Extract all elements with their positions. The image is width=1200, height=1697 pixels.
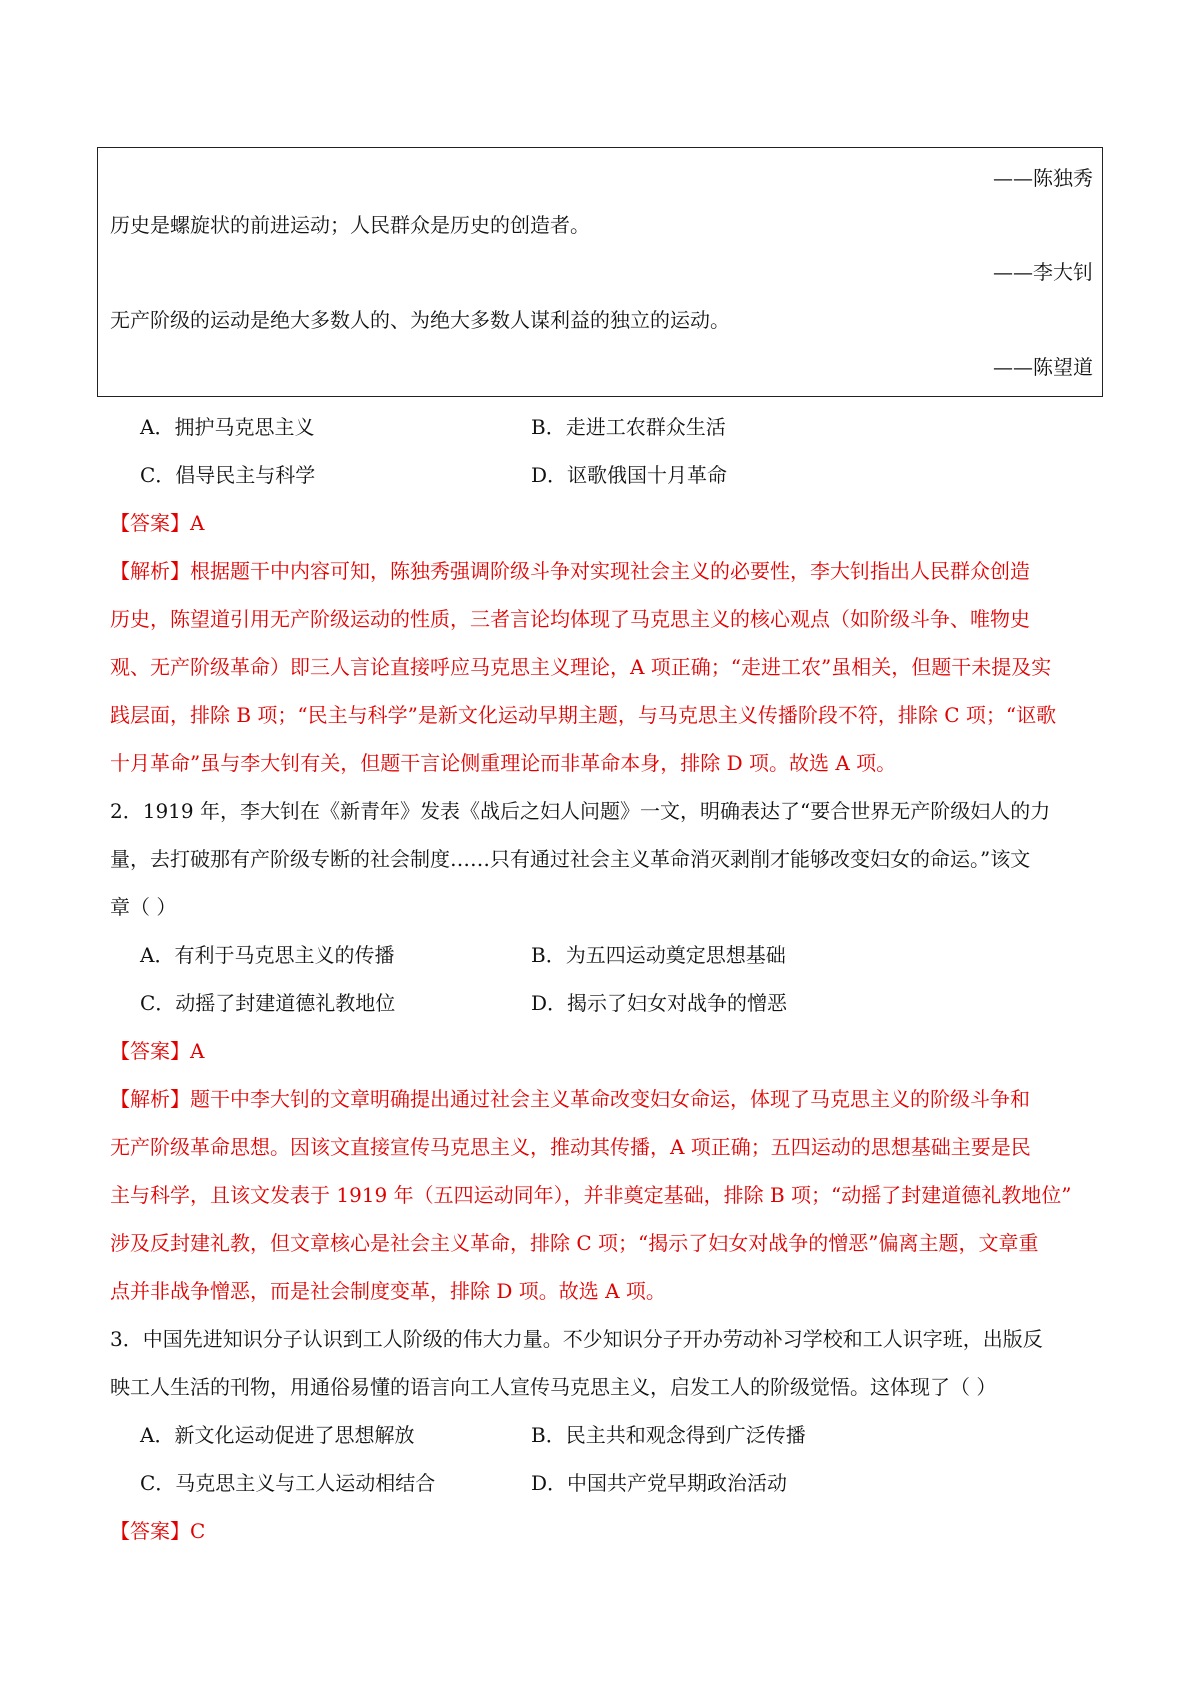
q1-option-a: A．拥护马克思主义 (140, 415, 315, 439)
q1-option-c: C．倡导民主与科学 (140, 463, 316, 487)
q1-option-d: D．讴歌俄国十月革命 (531, 463, 728, 487)
q2-option-d: D．揭示了妇女对战争的憎恶 (531, 991, 788, 1015)
q1-analysis-line: 践层面，排除 B 项；“民主与科学”是新文化运动早期主题，与马克思主义传播阶段不符，排除 C 项；“讴歌 (110, 703, 1057, 727)
q1-answer (110, 509, 204, 537)
q1-analysis-line: 十月革命”虽与李大钊有关，但题干言论侧重理论而非革命本身，排除 D 项。故选 A 项。 (110, 751, 897, 775)
q3-option-b: B．民主共和观念得到广泛传播 (531, 1423, 806, 1447)
q2-analysis-line: 主与科学，且该文发表于 1919 年（五四运动同年），并非奠定基础，排除 B 项；“动摇了封建道德礼教地位” (110, 1183, 1072, 1207)
answer-label: 【答案】 (110, 1039, 190, 1063)
q3-option-c: C．马克思主义与工人运动相结合 (140, 1471, 436, 1495)
q2-option-b: B．为五四运动奠定思想基础 (531, 943, 786, 967)
quote-text-3: 无产阶级的运动是绝大多数人的、为绝大多数人谋利益的独立的运动。 (110, 308, 730, 332)
q2-option-c: C．动摇了封建道德礼教地位 (140, 991, 396, 1015)
quote-text-2: 历史是螺旋状的前进运动；人民群众是历史的创造者。 (110, 213, 590, 237)
q2-analysis-line: 点并非战争憎恶，而是社会制度变革，排除 D 项。故选 A 项。 (110, 1279, 666, 1303)
answer-value: A (190, 511, 205, 535)
answer-value: A (190, 1039, 205, 1063)
q1-analysis-line: 历史，陈望道引用无产阶级运动的性质，三者言论均体现了马克思主义的核心观点（如阶级斗争、唯物史 (110, 607, 1030, 631)
quote-attribution-1: ——陈独秀 (993, 166, 1093, 190)
quote-attribution-2: ——李大钊 (993, 260, 1093, 284)
q3-stem-line: 3．中国先进知识分子认识到工人阶级的伟大力量。不少知识分子开办劳动补习学校和工人识字班，出版反 (110, 1327, 1043, 1351)
answer-value: C (190, 1519, 206, 1543)
answer-label: 【答案】 (110, 1519, 190, 1543)
q3-answer (110, 1517, 205, 1545)
q1-analysis-line: 【解析】根据题干中内容可知，陈独秀强调阶级斗争对实现社会主义的必要性，李大钊指出人民群众创造 (110, 559, 1030, 583)
q2-stem-line: 2．1919 年，李大钊在《新青年》发表《战后之妇人问题》一文，明确表达了“要合世界无产阶级妇人的力 (110, 799, 1051, 823)
q3-option-a: A．新文化运动促进了思想解放 (140, 1423, 415, 1447)
q2-analysis-line: 【解析】题干中李大钊的文章明确提出通过社会主义革命改变妇女命运，体现了马克思主义的阶级斗争和 (110, 1087, 1030, 1111)
q1-option-b: B．走进工农群众生活 (531, 415, 726, 439)
q2-stem-line: 章（ ） (110, 895, 177, 919)
q3-option-d: D．中国共产党早期政治活动 (531, 1471, 788, 1495)
q2-analysis-line: 无产阶级革命思想。因该文直接宣传马克思主义，推动其传播，A 项正确；五四运动的思想基础主要是民 (110, 1135, 1031, 1159)
q2-answer (110, 1037, 204, 1065)
quote-attribution-3: ——陈望道 (993, 355, 1093, 379)
q2-stem-line: 量，去打破那有产阶级专断的社会制度……只有通过社会主义革命消灭剥削才能够改变妇女的命运。”该文 (110, 847, 1031, 871)
q2-analysis-line: 涉及反封建礼教，但文章核心是社会主义革命，排除 C 项；“揭示了妇女对战争的憎恶”偏离主题，文章重 (110, 1231, 1039, 1255)
q3-stem-line: 映工人生活的刊物，用通俗易懂的语言向工人宣传马克思主义，启发工人的阶级觉悟。这体现了（ ） (110, 1375, 997, 1399)
q1-analysis-line: 观、无产阶级革命）即三人言论直接呼应马克思主义理论，A 项正确；“走进工农”虽相关，但题干未提及实 (110, 655, 1052, 679)
q2-option-a: A．有利于马克思主义的传播 (140, 943, 395, 967)
answer-label: 【答案】 (110, 511, 190, 535)
